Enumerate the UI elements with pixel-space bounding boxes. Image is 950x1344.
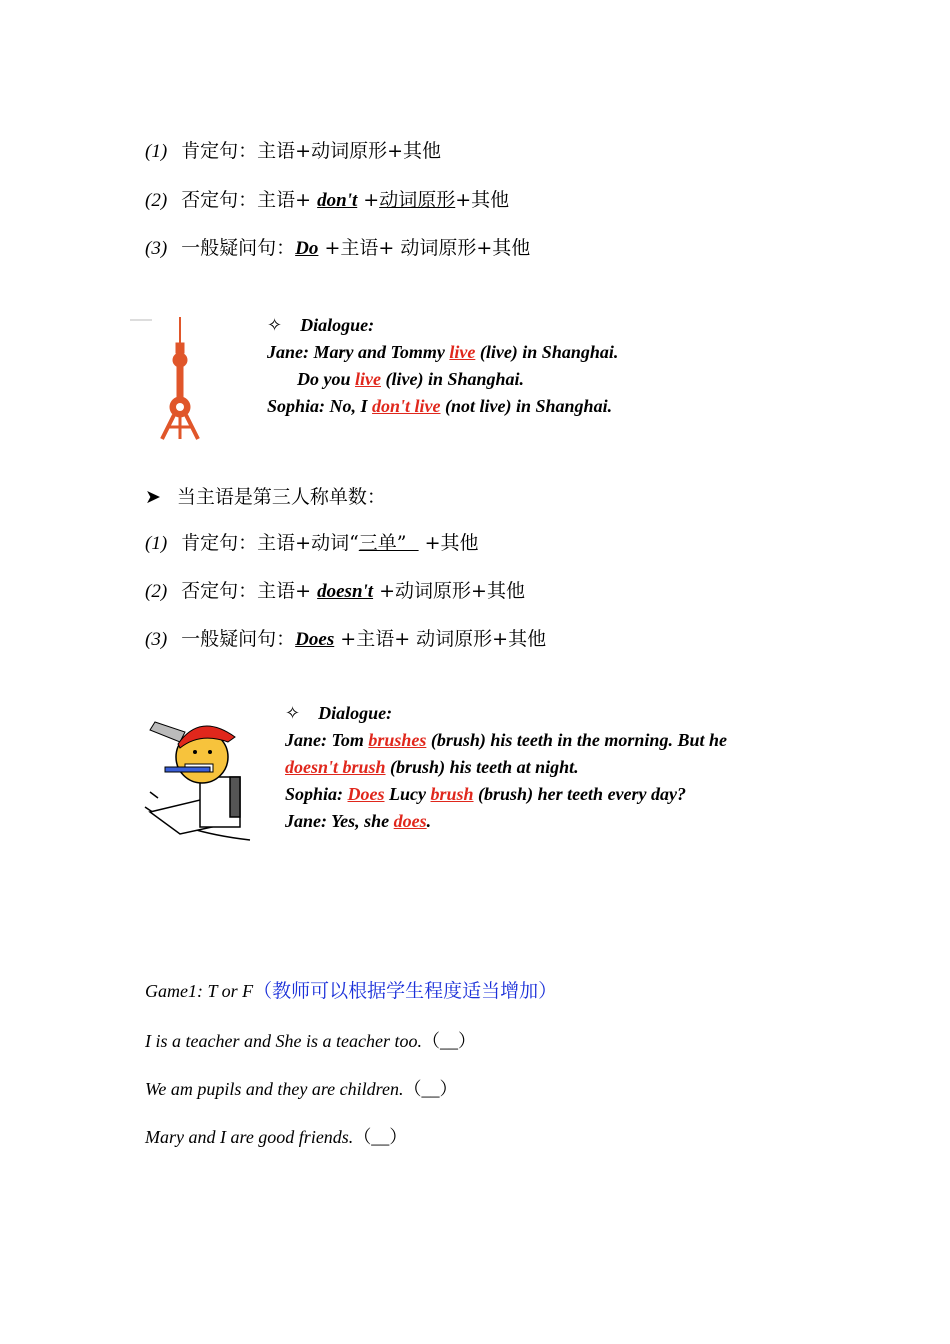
arrow-bullet-icon: ➤: [145, 486, 161, 508]
rule-affirmative-3rd: (1) 肯定句：主语+动词“三单” +其他: [145, 532, 479, 554]
rule-question: (3) 一般疑问句：Do +主语+ 动词原形+其他: [145, 237, 531, 259]
rule-affirmative: (1) 肯定句：主语+动词原形+其他: [145, 140, 441, 162]
rule-question-3rd: (3) 一般疑问句：Does +主语+ 动词原形+其他: [145, 628, 547, 650]
game-item: Mary and I are good friends.（__）: [145, 1127, 408, 1147]
game-title: Game1: T or F（教师可以根据学生程度适当增加）: [145, 980, 558, 1002]
game-item: I is a teacher and She is a teacher too.（__）: [145, 1031, 476, 1051]
third-person-heading: ➤ 当主语是第三人称单数：: [145, 486, 386, 508]
dialogue-1: ✧ Dialogue: Jane: Mary and Tommy live (live) in Shanghai. Do you live (live) in Shanghai. Sophia: No, I don't live (not live) in Shanghai.: [267, 315, 619, 416]
pearl-tower-illustration: [130, 315, 210, 443]
game-item: We am pupils and they are children.（__）: [145, 1079, 458, 1099]
dialogue-2: ✧ Dialogue: Jane: Tom brushes (brush) his teeth in the morning. But he doesn't brush (brush) his teeth at night. Sophia: Does Lucy brush (brush) her teeth every day? Jane: Yes, she does.: [285, 703, 727, 831]
boy-brushing-teeth-illustration: [140, 712, 260, 842]
rule-negative-3rd: (2) 否定句：主语+ doesn't +动词原形+其他: [145, 580, 525, 602]
rule-negative: (2) 否定句：主语+ don't +动词原形+其他: [145, 189, 510, 211]
diamond-star-icon: ✧: [285, 703, 301, 723]
diamond-star-icon: ✧: [267, 315, 283, 335]
